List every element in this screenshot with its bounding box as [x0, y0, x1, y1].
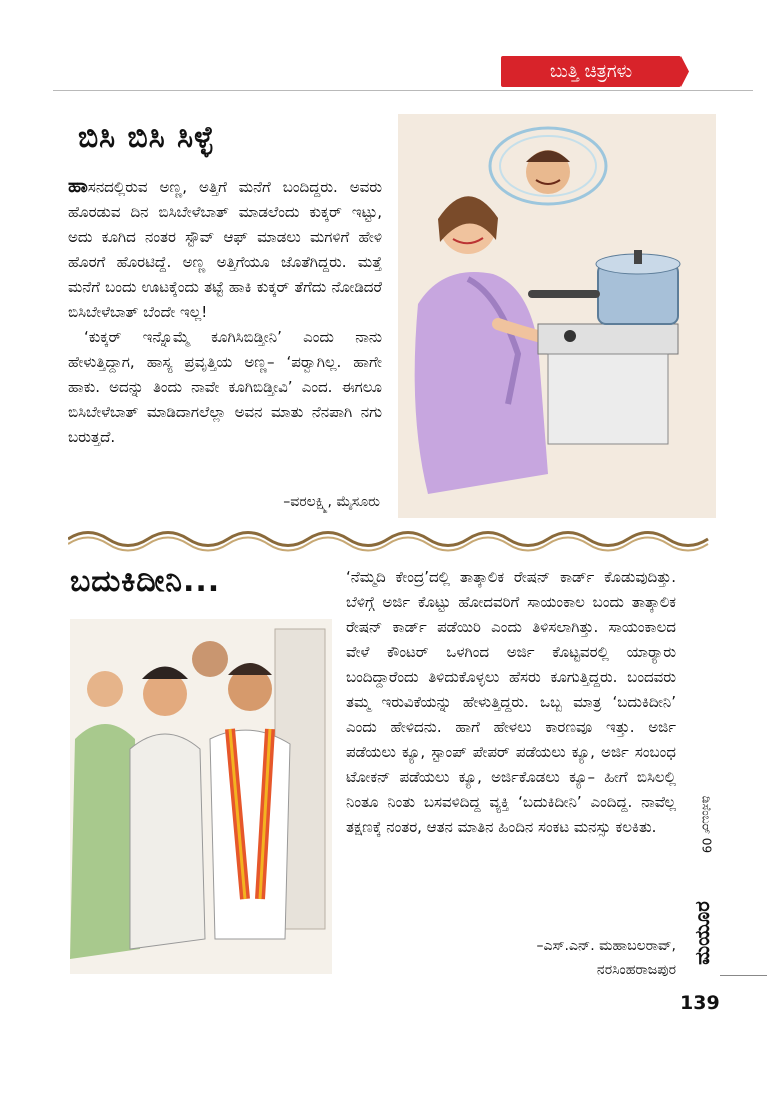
section-tag-tail: [681, 56, 689, 87]
story1-para1: [68, 174, 382, 325]
story1-para2: ‘ಕುಕ್ಕರ್ ಇನ್ನೊಮ್ಮೆ ಕೂಗಿಸಿಬಿಡ್ತೀನಿ’ ಎಂದು ನಾನು ಹೇಳುತ್ತಿದ್ದಾಗ, ಹಾಸ್ಯ ಪ್ರವೃತ್ತಿಯ ಅಣ್ಣ– ‘ಪರ್‍ವಾಗಿಲ್ಲ. ಹಾಗೇ ಹಾಕು. ಅದನ್ನು ತಿಂದು ನಾವೇ ಕೂಗಿಬಿಡ್ತೀವಿ’ ಎಂದ. ಈಗಲೂ ಬಿಸಿಬೇಳೆಬಾತ್ ಮಾಡಿದಾಗಲೆಲ್ಲಾ ಅವನ ಮಾತು ನೆನಪಾಗಿ ನಗು ಬರುತ್ತದೆ.: [68, 328, 382, 446]
queue-illustration: [70, 619, 332, 974]
story2-title: ಬದುಕಿದೀನಿ...: [70, 564, 221, 599]
dropcap: ಹಾ: [68, 175, 88, 197]
issue-date: ಡಿಸೆಂಬರ್ 09: [699, 795, 714, 854]
wave-divider: [68, 524, 722, 554]
story1-title: ಬಿಸಿ ಬಿಸಿ ಸಿಳ್ಳೆ: [78, 120, 215, 155]
footer-rule: [720, 975, 767, 976]
story2-signature-place: ನರಸಿಂಹರಾಜಪುರ: [596, 962, 676, 978]
story1-signature: –ವರಲಕ್ಷ್ಮಿ, ಮೈಸೂರು: [283, 494, 380, 510]
cooking-illustration: [398, 114, 716, 518]
story1-body: [68, 174, 382, 450]
side-brand: [687, 775, 721, 975]
story2-signature-name: –ಎಸ್.ಎನ್. ಮಹಾಬಲರಾವ್,: [536, 938, 676, 954]
header-rule: [53, 90, 753, 91]
section-tag: ಬುತ್ತಿ ಚಿತ್ರಗಳು: [501, 56, 681, 87]
page-number: 139: [680, 992, 720, 1014]
magazine-brand: ಮಯೂರ: [690, 901, 714, 965]
story2-body: ‘ನೆಮ್ಮದಿ ಕೇಂದ್ರ’ದಲ್ಲಿ ತಾತ್ಕಾಲಿಕ ರೇಷನ್ ಕಾರ್ಡ್ ಕೊಡುವುದಿತ್ತು. ಬೆಳಿಗ್ಗೆ ಅರ್ಜಿ ಕೊಟ್ಟು ಹೋದವರಿಗೆ ಸಾಯಂಕಾಲ ಬಂದು ತಾತ್ಕಾಲಿಕ ರೇಷನ್ ಕಾರ್ಡ್ ಪಡೆಯಿರಿ ಎಂದು ತಿಳಿಸಲಾಗಿತ್ತು. ಸಾಯಂಕಾಲದ ವೇಳೆ ಕೌಂಟರ್ ಒಳಗಿಂದ ಅರ್ಜಿ ಕೊಟ್ಟವರಲ್ಲಿ ಯಾರ್‍ಯಾರು ಬಂದಿದ್ದಾರೆಂದು ತಿಳಿದುಕೊಳ್ಳಲು ಹೆಸರು ಕೂಗುತ್ತಿದ್ದರು. ಬಂದವರು ತಮ್ಮ ಇರುವಿಕೆಯನ್ನು ಹೇಳುತ್ತಿದ್ದರು. ಒಬ್ಬ ಮಾತ್ರ ‘ಬದುಕಿದೀನಿ’ ಎಂದು ಹೇಳಿದನು. ಹಾಗೆ ಹೇಳಲು ಕಾರಣವೂ ಇತ್ತು. ಅರ್ಜಿ ಪಡೆಯಲು ಕ್ಯೂ, ಸ್ಟಾಂಪ್ ಪೇಪರ್ ಪಡೆಯಲು ಕ್ಯೂ, ಅರ್ಜಿ ಸಂಬಂಧ ಟೋಕನ್ ಪಡೆಯಲು ಕ್ಯೂ, ಅರ್ಜಿಕೊಡಲು ಕ್ಯೂ– ಹೀಗೆ ಬಿಸಿಲಲ್ಲಿ ನಿಂತೂ ನಿಂತು ಬಸವಳಿದಿದ್ದ ವ್ಯಕ್ತಿ ‘ಬದುಕಿದೀನಿ’ ಎಂದಿದ್ದ. ನಾವೆಲ್ಲ ತಕ್ಷಣಕ್ಕೆ ನಂತರ, ಆತನ ಮಾತಿನ ಹಿಂದಿನ ಸಂಕಟ ಮನಸ್ಸು ಕಲಕಿತು.: [346, 568, 676, 836]
story1-para1-text: ಸನದಲ್ಲಿರುವ ಅಣ್ಣ, ಅತ್ತಿಗೆ ಮನೆಗೆ ಬಂದಿದ್ದರು. ಅವರು ಹೊರಡುವ ದಿನ ಬಿಸಿಬೇಳೆಬಾತ್ ಮಾಡಲೆಂದು ಕುಕ್ಕರ್ ಇಟ್ಟು, ಅದು ಕೂಗಿದ ನಂತರ ಸ್ಟೌವ್ ಆಫ್ ಮಾಡಲು ಮಗಳಿಗೆ ಹೇಳಿ ಹೊರಗೆ ಹೊರಟಿದ್ದೆ. ಅಣ್ಣ ಅತ್ತಿಗೆಯೂ ಜೊತೆಗಿದ್ದರು. ಮತ್ತೆ ಮನೆಗೆ ಬಂದು ಊಟಕ್ಕೆಂದು ತಟ್ಟೆ ಹಾಕಿ ಕುಕ್ಕರ್ ತೆಗೆದು ನೋಡಿದರೆ ಬಿಸಿಬೇಳೆಬಾತ್ ಬೆಂದೇ ಇಲ್ಲ!: [68, 178, 382, 321]
